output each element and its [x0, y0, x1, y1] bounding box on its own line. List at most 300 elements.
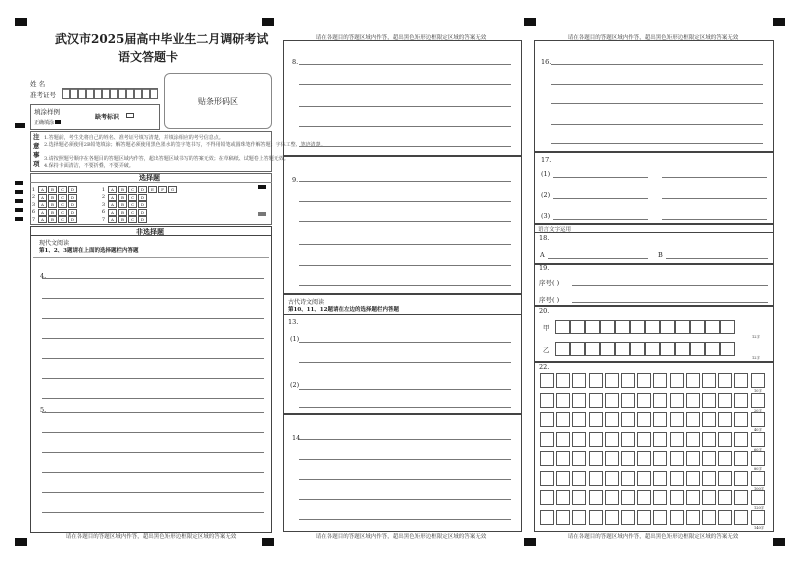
char-box[interactable] — [718, 412, 732, 427]
answer-line[interactable] — [42, 278, 264, 279]
char-box[interactable] — [751, 432, 765, 447]
answer-line[interactable] — [42, 452, 264, 453]
char-box[interactable] — [570, 342, 585, 356]
answer-line[interactable] — [299, 459, 511, 460]
char-box[interactable] — [653, 510, 667, 525]
char-box[interactable] — [540, 510, 554, 525]
mc-row — [25, 201, 78, 208]
mc-option-bubble[interactable]: C — [58, 209, 67, 216]
answer-line[interactable] — [299, 519, 511, 520]
mc-option-bubble[interactable]: B — [118, 186, 127, 193]
char-box[interactable] — [589, 510, 603, 525]
mc-question-number: 3 — [101, 201, 105, 208]
char-box[interactable] — [686, 510, 700, 525]
char-box[interactable] — [751, 393, 765, 408]
answer-line[interactable] — [551, 64, 763, 65]
note-item: 3.请按照题号顺序在各题目的答题区域内作答，超出答题区域书写的答案无效；在草稿纸、试题卷上答题无效。 — [44, 156, 289, 162]
mc-option-bubble[interactable]: D — [68, 194, 77, 201]
timing-mark — [524, 18, 536, 26]
char-box[interactable] — [540, 432, 554, 447]
row-label: 乙 — [543, 346, 550, 354]
answer-line[interactable] — [299, 439, 511, 440]
char-box[interactable] — [702, 510, 716, 525]
answer-line[interactable] — [299, 265, 511, 266]
char-box[interactable] — [702, 451, 716, 466]
char-box[interactable] — [718, 451, 732, 466]
mc-option-bubble[interactable]: C — [58, 201, 67, 208]
char-box[interactable] — [555, 320, 570, 334]
char-box[interactable] — [686, 471, 700, 486]
char-box[interactable] — [572, 393, 586, 408]
char-box[interactable] — [670, 373, 684, 388]
mc-option-bubble[interactable]: A — [108, 194, 117, 201]
char-box[interactable] — [572, 471, 586, 486]
char-box[interactable] — [630, 342, 645, 356]
mc-option-bubble[interactable]: A — [108, 216, 117, 223]
char-box[interactable] — [686, 393, 700, 408]
char-count: 10字 — [754, 389, 762, 393]
char-box[interactable] — [670, 451, 684, 466]
mc-option-bubble[interactable]: D — [138, 209, 147, 216]
char-box[interactable] — [605, 393, 619, 408]
mc-row — [25, 194, 78, 201]
mc-option-bubble[interactable]: B — [48, 216, 57, 223]
char-box[interactable] — [540, 373, 554, 388]
char-box[interactable] — [718, 373, 732, 388]
char-box[interactable] — [637, 393, 651, 408]
char-box[interactable] — [686, 490, 700, 505]
mc-option-bubble[interactable]: B — [118, 201, 127, 208]
sub-question: (2) — [541, 191, 551, 199]
char-box[interactable] — [670, 490, 684, 505]
mc-option-bubble[interactable]: A — [108, 186, 117, 193]
char-count: 80字 — [754, 467, 762, 471]
mc-row — [25, 209, 78, 216]
char-box[interactable] — [556, 451, 570, 466]
char-box[interactable] — [589, 451, 603, 466]
char-count: 60字 — [754, 447, 762, 452]
exam-no-label: 准考证号 — [30, 91, 56, 99]
mc-option-bubble[interactable]: B — [48, 194, 57, 201]
answer-line[interactable] — [42, 398, 264, 399]
char-box[interactable] — [556, 432, 570, 447]
mc-option-bubble[interactable]: F — [158, 186, 167, 193]
char-box[interactable] — [653, 373, 667, 388]
question-number: 18. — [539, 234, 550, 242]
mc-option-bubble[interactable]: A — [108, 209, 117, 216]
question-number: 14. — [292, 434, 303, 442]
answer-line[interactable] — [42, 492, 264, 493]
char-box[interactable] — [670, 432, 684, 447]
mc-option-bubble[interactable]: C — [128, 186, 137, 193]
mc-option-bubble[interactable]: B — [118, 209, 127, 216]
mc-option-bubble[interactable]: A — [108, 201, 117, 208]
char-box[interactable] — [653, 393, 667, 408]
answer-line[interactable] — [42, 432, 264, 433]
mc-option-bubble[interactable]: D — [138, 186, 147, 193]
char-box[interactable] — [734, 471, 748, 486]
char-box[interactable] — [686, 451, 700, 466]
char-box[interactable] — [718, 393, 732, 408]
char-box[interactable] — [720, 342, 735, 356]
answer-line[interactable] — [299, 181, 511, 182]
name-label: 姓 名 — [30, 80, 46, 88]
question-number: 13. — [288, 318, 299, 326]
char-count: 12字 — [752, 356, 760, 360]
question-number: 17. — [541, 156, 552, 164]
answer-line[interactable] — [42, 512, 264, 513]
char-box[interactable] — [605, 490, 619, 505]
char-box[interactable] — [570, 320, 585, 334]
char-box[interactable] — [540, 471, 554, 486]
char-box[interactable] — [718, 471, 732, 486]
mc-option-bubble[interactable]: A — [38, 209, 47, 216]
mc-question-number: 6 — [31, 209, 35, 215]
answer-line[interactable] — [299, 221, 511, 222]
section-title: 语言文字运用 — [538, 227, 572, 233]
mc-option-bubble[interactable]: C — [58, 194, 67, 201]
timing-mark — [15, 538, 27, 546]
char-count: 20字 — [754, 408, 762, 413]
mc-option-bubble[interactable]: G — [168, 186, 177, 193]
char-box[interactable] — [556, 393, 570, 408]
question-number: 22. — [539, 363, 550, 371]
char-box[interactable] — [605, 373, 619, 388]
mc-option-bubble[interactable]: D — [68, 186, 77, 193]
char-box[interactable] — [540, 490, 554, 505]
mc-option-bubble[interactable]: A — [38, 216, 47, 223]
answer-line[interactable] — [42, 358, 264, 359]
char-box[interactable] — [686, 373, 700, 388]
char-box[interactable] — [621, 373, 635, 388]
mc-option-bubble[interactable]: B — [48, 186, 57, 193]
answer-area-8[interactable] — [283, 40, 522, 156]
char-box[interactable] — [686, 412, 700, 427]
char-box[interactable] — [589, 471, 603, 486]
section-note: 第1、2、3题请在上面的选择题栏内答题 — [39, 248, 139, 254]
answer-line[interactable] — [299, 106, 511, 107]
timing-mark — [15, 18, 27, 26]
mc-option-bubble[interactable]: B — [118, 216, 127, 223]
char-count: 12字 — [752, 335, 760, 339]
char-box[interactable] — [734, 373, 748, 388]
char-box[interactable] — [585, 342, 600, 356]
non-mc-heading: 非选择题 — [136, 227, 164, 236]
mc-option-bubble[interactable]: C — [58, 216, 67, 223]
char-box[interactable] — [670, 510, 684, 525]
mc-question-number: 3 — [31, 201, 35, 208]
char-box[interactable] — [751, 471, 765, 486]
fill-sample-label: 填涂样例 — [34, 108, 60, 116]
char-box[interactable] — [705, 342, 720, 356]
seq-label: 序号( ) — [539, 296, 560, 304]
char-box[interactable] — [660, 342, 675, 356]
char-box[interactable] — [690, 342, 705, 356]
char-box[interactable] — [702, 393, 716, 408]
mc-option-bubble[interactable]: C — [58, 186, 67, 193]
footer-banner: 请在各题目的答题区域内作答，超出黑色矩形边框限定区域的答案无效 — [567, 534, 739, 540]
answer-area-16[interactable] — [534, 40, 774, 152]
page-subtitle: 语文答题卡 — [118, 50, 179, 64]
char-box[interactable] — [589, 373, 603, 388]
timing-mark — [15, 123, 25, 128]
answer-line[interactable] — [299, 84, 511, 85]
mc-option-bubble[interactable]: C — [128, 209, 137, 216]
char-box[interactable] — [702, 490, 716, 505]
char-box[interactable] — [751, 490, 765, 505]
char-box[interactable] — [555, 342, 570, 356]
section-title: 古代诗文阅读 — [288, 299, 325, 306]
answer-line[interactable] — [42, 338, 264, 339]
char-box[interactable] — [540, 451, 554, 466]
char-box[interactable] — [751, 373, 765, 388]
timing-mark — [15, 190, 23, 194]
char-box[interactable] — [589, 490, 603, 505]
char-box[interactable] — [637, 451, 651, 466]
char-box[interactable] — [600, 320, 615, 334]
char-box[interactable] — [621, 451, 635, 466]
char-box[interactable] — [637, 432, 651, 447]
mc-question-number: 7 — [101, 216, 105, 223]
char-box[interactable] — [670, 412, 684, 427]
answer-line[interactable] — [299, 342, 511, 343]
timing-mark — [15, 199, 23, 203]
char-box[interactable] — [615, 342, 630, 356]
note-item: 4.保持卡面清洁，不要折叠，不要弄破。 — [44, 163, 134, 169]
char-box[interactable] — [734, 432, 748, 447]
answer-line[interactable] — [299, 64, 511, 65]
mc-option-bubble[interactable]: D — [68, 209, 77, 216]
answer-line[interactable] — [299, 146, 511, 147]
question-number: 5. — [40, 406, 47, 414]
question-number: 8. — [292, 58, 299, 66]
char-box[interactable] — [734, 393, 748, 408]
option-label: A — [540, 251, 545, 259]
char-box[interactable] — [705, 320, 720, 334]
mc-option-bubble[interactable]: D — [138, 216, 147, 223]
char-box[interactable] — [734, 412, 748, 427]
char-box[interactable] — [585, 320, 600, 334]
mc-question-number: 2 — [101, 194, 105, 200]
char-box[interactable] — [621, 432, 635, 447]
char-count: 100字 — [754, 486, 765, 491]
char-box[interactable] — [734, 490, 748, 505]
mc-option-bubble[interactable]: D — [68, 216, 77, 223]
mc-option-bubble[interactable]: A — [38, 186, 47, 193]
mc-timing-mark — [258, 185, 266, 189]
mc-option-bubble[interactable]: D — [138, 201, 147, 208]
char-box[interactable] — [637, 471, 651, 486]
char-box[interactable] — [751, 451, 765, 466]
mc-option-bubble[interactable]: B — [118, 194, 127, 201]
char-box[interactable] — [556, 490, 570, 505]
char-box[interactable] — [600, 342, 615, 356]
char-box[interactable] — [675, 320, 690, 334]
char-box[interactable] — [637, 510, 651, 525]
mc-option-bubble[interactable]: C — [128, 194, 137, 201]
char-box[interactable] — [718, 510, 732, 525]
answer-line[interactable] — [551, 143, 763, 144]
mc-question-number: 1 — [31, 186, 35, 193]
char-box[interactable] — [718, 432, 732, 447]
timing-mark — [15, 217, 23, 221]
char-box[interactable] — [734, 451, 748, 466]
char-box[interactable] — [572, 510, 586, 525]
absent-label: 缺考标识 — [95, 114, 120, 121]
header-banner: 请在各题目的答题区域内作答，超出黑色矩形边框限定区域的答案无效 — [567, 35, 739, 41]
absent-checkbox[interactable] — [126, 113, 134, 118]
mc-timing-mark — [258, 212, 266, 216]
mc-option-bubble[interactable]: A — [38, 201, 47, 208]
char-box[interactable] — [690, 320, 705, 334]
char-box[interactable] — [572, 373, 586, 388]
char-box[interactable] — [621, 471, 635, 486]
section-title: 现代文阅读 — [39, 240, 70, 247]
char-box[interactable] — [556, 412, 570, 427]
fill-correct-label: 正确填涂 — [34, 120, 55, 126]
char-box[interactable] — [556, 373, 570, 388]
mc-row — [95, 201, 148, 208]
char-box[interactable] — [605, 510, 619, 525]
answer-line[interactable] — [299, 479, 511, 480]
seq-label: 序号( ) — [539, 279, 560, 287]
answer-line[interactable] — [42, 412, 264, 413]
question-number: 19. — [539, 264, 550, 272]
char-box[interactable] — [540, 412, 554, 427]
answer-line[interactable] — [42, 298, 264, 299]
char-box[interactable] — [572, 490, 586, 505]
note-item: 2.选择题必须使用2B铅笔填涂；解答题必须使用黑色墨水的签字笔书写，不得用铅笔或圆珠笔作解答题；字体工整、笔迹清楚。 — [44, 142, 326, 148]
answer-line[interactable] — [551, 84, 763, 85]
mc-option-bubble[interactable]: B — [48, 209, 57, 216]
char-box[interactable] — [675, 342, 690, 356]
answer-line[interactable] — [299, 389, 511, 390]
timing-mark — [15, 208, 23, 212]
timing-mark — [15, 181, 23, 185]
char-box[interactable] — [734, 510, 748, 525]
answer-line[interactable] — [551, 103, 763, 104]
answer-line[interactable] — [42, 472, 264, 473]
char-box[interactable] — [605, 412, 619, 427]
answer-line[interactable] — [299, 407, 511, 408]
char-box[interactable] — [751, 510, 765, 525]
char-box[interactable] — [621, 490, 635, 505]
char-box[interactable] — [572, 412, 586, 427]
char-box[interactable] — [653, 432, 667, 447]
char-box[interactable] — [653, 471, 667, 486]
answer-line[interactable] — [299, 244, 511, 245]
mc-heading: 选择题 — [139, 173, 160, 182]
char-box[interactable] — [751, 412, 765, 427]
char-box[interactable] — [653, 451, 667, 466]
char-box[interactable] — [589, 393, 603, 408]
mc-question-number: 7 — [31, 216, 35, 223]
char-box[interactable] — [589, 432, 603, 447]
char-box[interactable] — [621, 412, 635, 427]
mc-option-bubble[interactable]: D — [68, 201, 77, 208]
filled-mark-sample — [55, 120, 61, 124]
mc-option-bubble[interactable]: D — [138, 194, 147, 201]
mc-option-bubble[interactable]: A — [38, 194, 47, 201]
char-box[interactable] — [621, 393, 635, 408]
char-box[interactable] — [670, 471, 684, 486]
char-count: 140字 — [754, 525, 765, 530]
sub-question: (1) — [541, 170, 551, 178]
char-box[interactable] — [572, 451, 586, 466]
answer-area-9[interactable] — [283, 156, 522, 294]
char-box[interactable] — [702, 432, 716, 447]
char-box[interactable] — [540, 393, 554, 408]
char-box[interactable] — [605, 432, 619, 447]
row-label: 甲 — [543, 324, 550, 332]
char-box[interactable] — [702, 373, 716, 388]
mc-row — [95, 194, 148, 201]
mc-option-bubble[interactable]: C — [128, 216, 137, 223]
char-box[interactable] — [702, 471, 716, 486]
char-box[interactable] — [653, 412, 667, 427]
answer-line[interactable] — [42, 378, 264, 379]
question-number: 20. — [539, 307, 550, 315]
char-count: 40字 — [754, 428, 762, 432]
char-box[interactable] — [637, 373, 651, 388]
footer-banner: 请在各题目的答题区域内作答，超出黑色矩形边框限定区域的答案无效 — [65, 534, 237, 540]
char-box[interactable] — [720, 320, 735, 334]
char-box[interactable] — [670, 393, 684, 408]
mc-row — [25, 216, 78, 223]
answer-area-17[interactable] — [534, 152, 774, 224]
char-box[interactable] — [556, 471, 570, 486]
answer-line[interactable] — [299, 285, 511, 286]
barcode-label: 贴条形码区 — [198, 97, 238, 106]
answer-line[interactable] — [551, 124, 763, 125]
mc-option-bubble[interactable]: B — [48, 201, 57, 208]
answer-line[interactable] — [299, 126, 511, 127]
char-box[interactable] — [630, 320, 645, 334]
answer-line[interactable] — [299, 499, 511, 500]
exam-no-boxes[interactable] — [62, 88, 158, 99]
page-title: 武汉市2025届高中毕业生二月调研考试 — [55, 32, 269, 46]
char-box[interactable] — [556, 510, 570, 525]
char-box[interactable] — [702, 412, 716, 427]
mc-row — [25, 186, 78, 193]
char-box[interactable] — [660, 320, 675, 334]
answer-line[interactable] — [299, 201, 511, 202]
char-box[interactable] — [686, 432, 700, 447]
answer-area-14[interactable] — [283, 414, 522, 532]
char-box[interactable] — [621, 510, 635, 525]
char-box[interactable] — [637, 490, 651, 505]
answer-line[interactable] — [42, 318, 264, 319]
option-label: B — [658, 251, 663, 259]
char-box[interactable] — [718, 490, 732, 505]
mc-option-bubble[interactable]: C — [128, 201, 137, 208]
char-box[interactable] — [615, 320, 630, 334]
mc-option-bubble[interactable]: E — [148, 186, 157, 193]
char-box[interactable] — [637, 412, 651, 427]
question-number: 9. — [292, 176, 299, 184]
answer-line[interactable] — [299, 362, 511, 363]
question-number: 16. — [541, 58, 552, 66]
char-box[interactable] — [605, 471, 619, 486]
char-box[interactable] — [605, 451, 619, 466]
char-box[interactable] — [572, 432, 586, 447]
char-box[interactable] — [653, 490, 667, 505]
char-box[interactable] — [645, 320, 660, 334]
char-box[interactable] — [645, 342, 660, 356]
char-box[interactable] — [589, 412, 603, 427]
note-item: 1.答题前，考生先将自己的姓名、准考证号填写清楚，并填涂相应的考号信息点。 — [44, 135, 224, 141]
header-banner: 请在各题目的答题区域内作答，超出黑色矩形边框限定区域的答案无效 — [315, 35, 487, 41]
